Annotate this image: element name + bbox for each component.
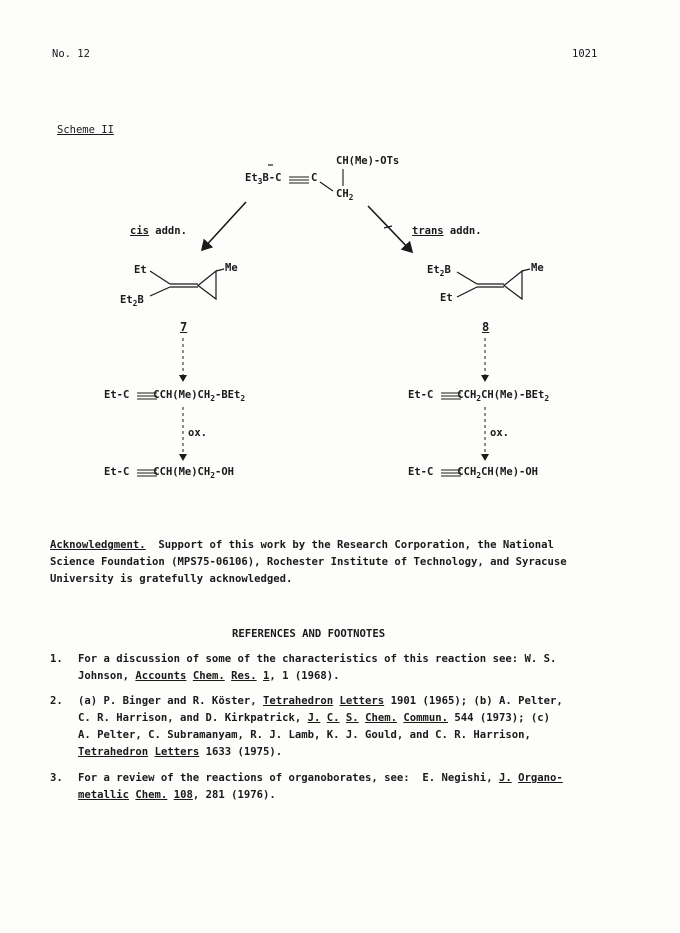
ref-1-line-2: Johnson, Accounts Chem. Res. 1, 1 (1968).: [78, 670, 340, 682]
ref-2-line-3: A. Pelter, C. Subramanyam, R. J. Lamb, K. J. Gould, and C. R. Harrison,: [78, 729, 531, 741]
start-material: $Et_3B-C$: [245, 172, 282, 186]
scheme-title: Scheme II: [57, 124, 114, 136]
ref-2-number: 2.: [50, 695, 63, 707]
ch2-group: $CH_2$: [336, 188, 354, 202]
trans-arrow: [368, 206, 412, 252]
right-et: Et: [440, 292, 453, 304]
cis-arrow: [202, 202, 246, 250]
compound-number-8: 8: [482, 320, 490, 334]
left-final-product: Et-C $CCH(Me)CH_2-OH$: [104, 466, 234, 480]
left-et: Et: [134, 264, 147, 276]
right-final-product: Et-C $CCH_2CH(Me)-OH$: [408, 466, 538, 480]
ref-2-line-2: C. R. Harrison, and D. Kirkpatrick, J. C. S. Chem. Commun. 544 (1973); (c): [78, 712, 551, 724]
ox-label-right: ox.: [490, 427, 509, 439]
left-et2b: $Et_2B$: [120, 294, 144, 308]
ref-3-line-1: For a review of the reactions of organoborates, see: E. Negishi, J. Organo-: [78, 772, 563, 784]
ref-2-line-4: Tetrahedron Letters 1633 (1975).: [78, 746, 283, 758]
bond-c-ch2: [320, 182, 333, 191]
page-number: 1021: [572, 48, 598, 60]
cis-addition-label: cis addn.: [130, 225, 187, 237]
acknowledgment-line-1: Acknowledgment. Support of this work by the Research Corporation, the National: [50, 539, 554, 551]
references-title: REFERENCES AND FOOTNOTES: [232, 628, 386, 640]
ref-1-line-1: For a discussion of some of the characteristics of this reaction see: W. S.: [78, 653, 557, 665]
left-intermediate: Et-C $CCH(Me)CH_2-BEt_2$: [104, 389, 246, 403]
trans-addition-label: trans addn.: [412, 225, 482, 237]
acknowledgment-line-2: Science Foundation (MPS75-06106), Rochester Institute of Technology, and Syracuse: [50, 556, 567, 568]
triple-bonds: [137, 393, 461, 476]
right-me: Me: [531, 262, 544, 274]
triple-bond-start: [289, 177, 309, 183]
ref-3-line-2: metallic Chem. 108, 281 (1976).: [78, 789, 276, 801]
acknowledgment-line-3: University is gratefully acknowledged.: [50, 573, 293, 585]
left-me: Me: [225, 262, 238, 274]
ox-label-left: ox.: [188, 427, 207, 439]
right-product-structure: [457, 269, 530, 299]
acknowledgment-heading: Acknowledgment.: [50, 539, 146, 551]
ch-me-ots: CH(Me)-OTs: [336, 155, 400, 167]
ref-3-number: 3.: [50, 772, 63, 784]
start-alkyne-carbon: C: [311, 172, 318, 184]
compound-number-7: 7: [180, 320, 188, 334]
ref-1-number: 1.: [50, 653, 63, 665]
ref-2-line-1: (a) P. Binger and R. Köster, Tetrahedron Letters 1901 (1965); (b) A. Pelter,: [78, 695, 563, 707]
right-intermediate: Et-C $CCH_2CH(Me)-BEt_2$: [408, 389, 550, 403]
left-product-structure: [150, 269, 224, 299]
issue-number: No. 12: [52, 48, 90, 60]
right-et2b: $Et_2B$: [427, 264, 451, 278]
